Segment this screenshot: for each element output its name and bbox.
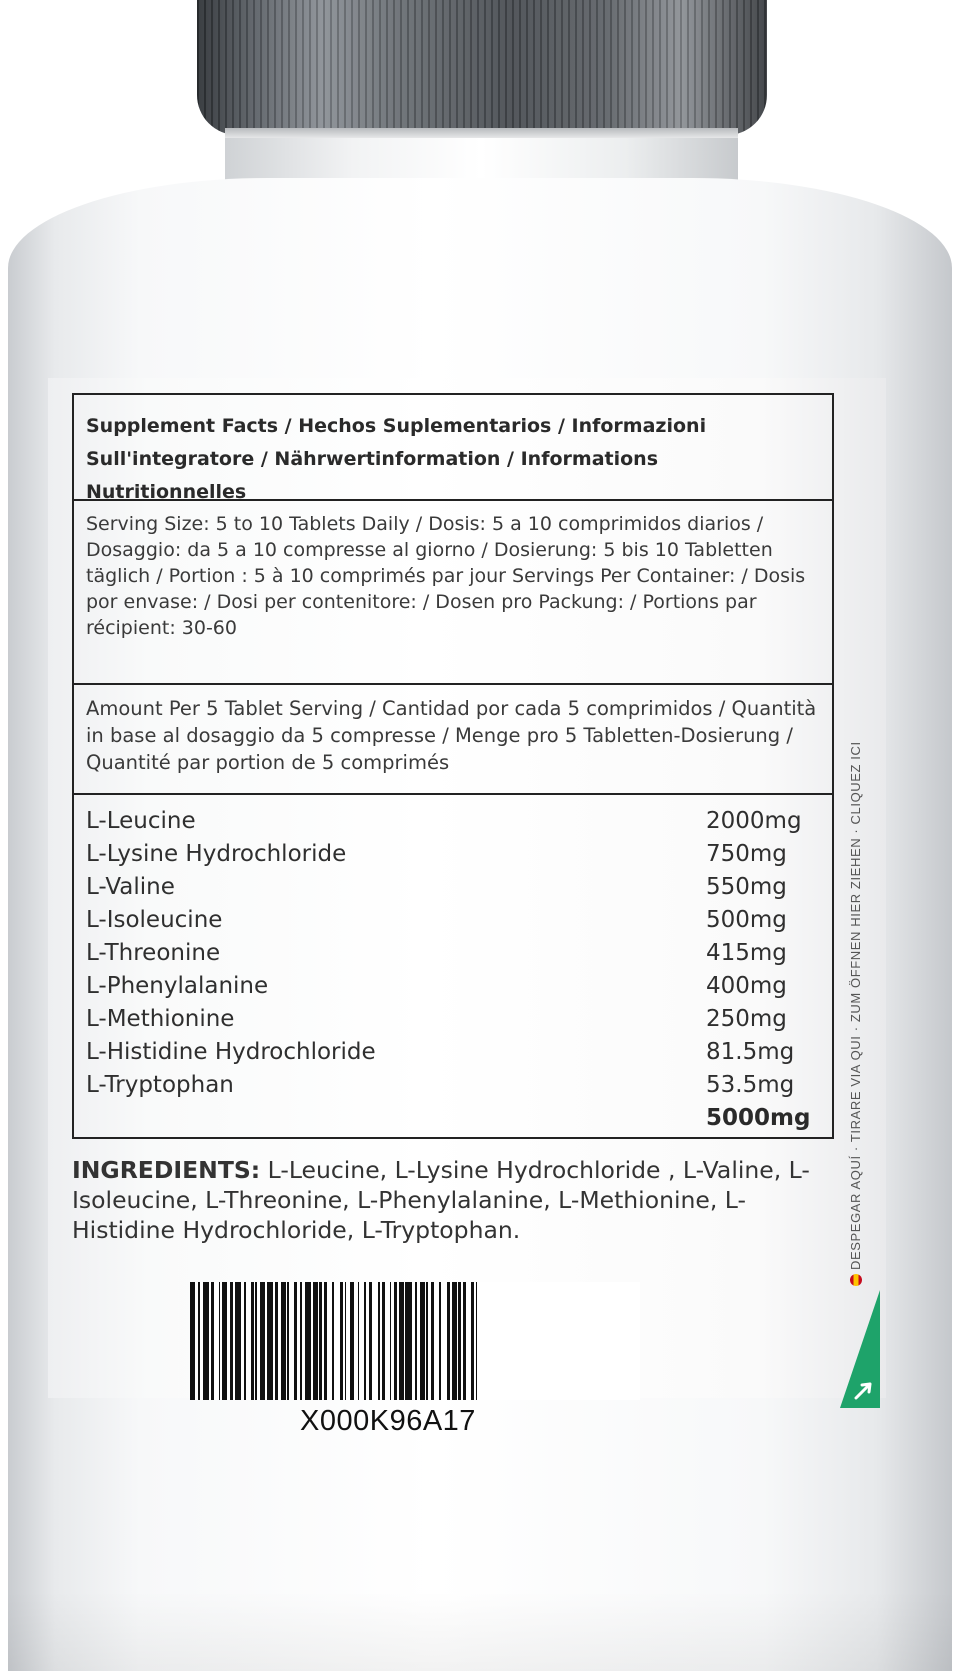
peel-text: DESPEGAR AQUÍ · TIRARE VIA QUI · ZUM ÖFFNEN HIER ZIEHEN · CLIQUEZ ICI bbox=[848, 741, 863, 1270]
nutrient-amount: 550mg bbox=[706, 874, 787, 900]
nutrient-row bbox=[86, 1003, 804, 1036]
nutrient-name: L-Tryptophan bbox=[86, 1072, 234, 1098]
nutrient-name: L-Phenylalanine bbox=[86, 973, 269, 999]
bottle-shadow bbox=[8, 1591, 952, 1671]
nutrient-row bbox=[86, 904, 804, 937]
barcode-bar bbox=[477, 1282, 483, 1400]
nutrient-name: L-Lysine Hydrochloride bbox=[86, 841, 347, 867]
ingredients-label: INGREDIENTS: bbox=[72, 1156, 261, 1184]
nutrient-row bbox=[86, 1069, 804, 1102]
peel-instructions bbox=[848, 741, 863, 1290]
barcode-number: X000K96A17 bbox=[300, 1405, 476, 1437]
nutrient-name: L-Threonine bbox=[86, 940, 221, 966]
ingredients-text: L-Leucine, L-Lysine Hydrochloride , L-Valine, L-Isoleucine, L-Threonine, L-Phenylalanine, L-Methionine, L-Histidine Hydrochloride, L-Tryptophan. bbox=[72, 1156, 810, 1244]
divider-3 bbox=[74, 793, 832, 795]
divider-2 bbox=[74, 683, 832, 685]
total-amount: 5000mg bbox=[706, 1105, 811, 1131]
supplement-facts-box bbox=[72, 393, 834, 1139]
nutrient-amount: 2000mg bbox=[706, 808, 802, 834]
cap-ridges bbox=[197, 0, 767, 135]
nutrient-row bbox=[86, 937, 804, 970]
nutrient-name: L-Leucine bbox=[86, 808, 196, 834]
nutrient-amount: 53.5mg bbox=[706, 1072, 795, 1098]
nutrient-row bbox=[86, 838, 804, 871]
peel-tab[interactable] bbox=[840, 1290, 880, 1408]
neck-ring bbox=[225, 128, 738, 138]
nutrient-name: L-Isoleucine bbox=[86, 907, 223, 933]
nutrient-list bbox=[86, 805, 811, 1135]
facts-title: Supplement Facts / Hechos Suplementarios / Informazioni Sull'integratore / Nährwertinformation / Informations Nutritionnelles bbox=[86, 415, 707, 503]
nutrient-row bbox=[86, 871, 804, 904]
nutrient-row bbox=[86, 970, 804, 1003]
nutrient-amount: 81.5mg bbox=[706, 1039, 795, 1065]
divider-1 bbox=[74, 499, 832, 501]
nutrient-amount: 415mg bbox=[706, 940, 787, 966]
peel-tab-triangle[interactable] bbox=[840, 1290, 880, 1408]
nutrient-row bbox=[86, 805, 804, 838]
nutrient-amount: 250mg bbox=[706, 1006, 787, 1032]
nutrient-name: L-Valine bbox=[86, 874, 175, 900]
nutrient-row bbox=[86, 1036, 804, 1069]
ingredients bbox=[72, 1155, 842, 1245]
total-row bbox=[86, 1102, 811, 1135]
bottle-cap bbox=[197, 0, 767, 135]
serving-info: Serving Size: 5 to 10 Tablets Daily / Dosis: 5 a 10 comprimidos diarios / Dosaggio: da 5 a 10 compresse al giorno / Dosierung: 5 bis 10 Tabletten täglich / Portion : 5 à 10 comprimés par jour Servings Per Container: / Dosis por envase: / Dosi per contenitore: / Dosen pro Packung: / Portions par récipient: 30-60 bbox=[86, 513, 806, 639]
nutrient-amount: 500mg bbox=[706, 907, 787, 933]
barcode bbox=[190, 1282, 640, 1400]
amount-per-serving: Amount Per 5 Tablet Serving / Cantidad por cada 5 comprimidos / Quantità in base al dosaggio da 5 compresse / Menge pro 5 Tabletten-Dosierung / Quantité par portion de 5 comprimés bbox=[86, 697, 817, 774]
nutrient-amount: 400mg bbox=[706, 973, 787, 999]
nutrient-name: L-Histidine Hydrochloride bbox=[86, 1039, 376, 1065]
nutrient-name: L-Methionine bbox=[86, 1006, 235, 1032]
spain-flag-icon bbox=[850, 1274, 862, 1286]
nutrient-amount: 750mg bbox=[706, 841, 787, 867]
